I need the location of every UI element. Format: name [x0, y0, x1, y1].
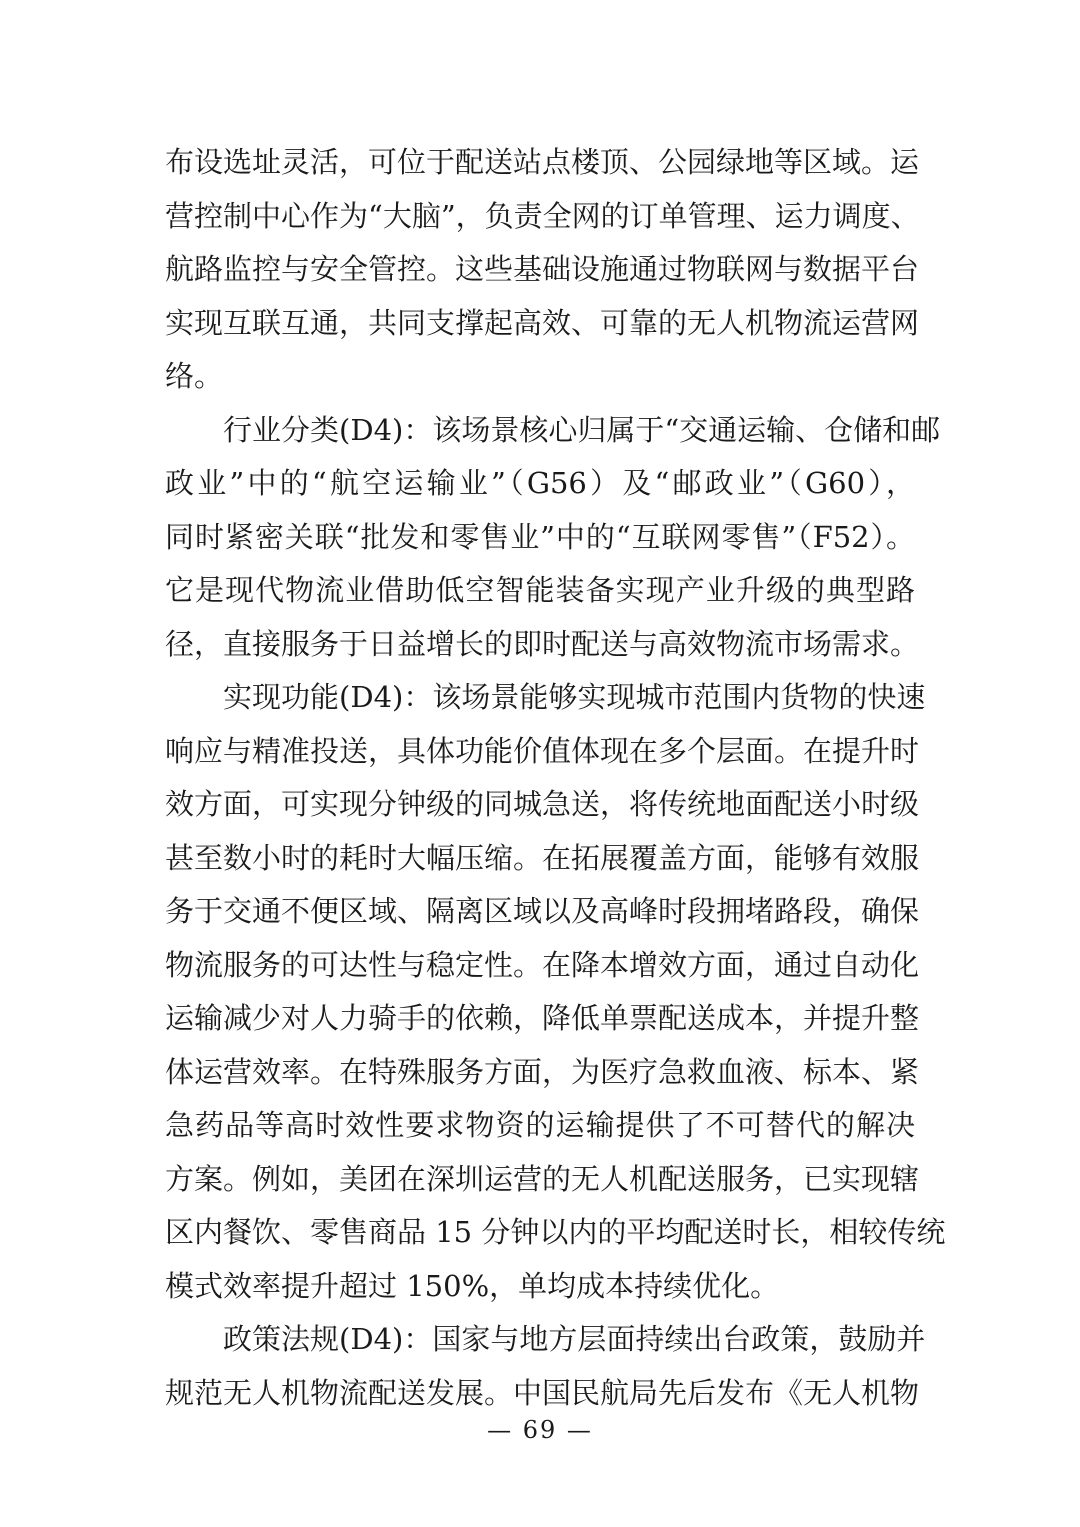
text-line: 行业分类(D4)：该场景核心归属于“交通运输、仓储和邮 [223, 412, 941, 447]
text-line: 务于交通不便区域、隔离区域以及高峰时段拥堵路段，确保 [165, 894, 920, 928]
text-line: 实现互联互通，共同支撑起高效、可靠的无人机物流运营网 [165, 305, 920, 340]
text-line: 体运营效率。在特殊服务方面，为医疗急救血液、标本、紧 [165, 1054, 920, 1089]
text-line: 效方面，可实现分钟级的同城急送，将传统地面配送小时级 [165, 787, 920, 821]
text-line: 它是现代物流业借助低空智能装备实现产业升级的典型路 [165, 573, 915, 607]
paragraph [165, 671, 946, 1313]
paragraph [165, 404, 941, 672]
body-text [165, 136, 946, 1420]
text-line: 径，直接服务于日益增长的即时配送与高效物流市场需求。 [165, 626, 920, 661]
text-line: 方案。例如，美团在深圳运营的无人机配送服务，已实现辖 [165, 1161, 920, 1196]
text-line: 物流服务的可达性与稳定性。在降本增效方面，通过自动化 [165, 947, 920, 982]
text-line: 政策法规(D4)：国家与地方层面持续出台政策，鼓励并 [223, 1322, 926, 1356]
paragraph [165, 136, 920, 404]
text-line: 同时紧密关联“批发和零售业”中的“互联网零售”（F52）。 [165, 519, 915, 554]
text-line: 急药品等高时效性要求物资的运输提供了不可替代的解决 [165, 1108, 915, 1142]
paragraph [165, 1313, 926, 1420]
text-line: 航路监控与安全管控。这些基础设施通过物联网与数据平台 [165, 252, 920, 286]
text-line: 甚至数小时的耗时大幅压缩。在拓展覆盖方面，能够有效服 [165, 840, 920, 875]
text-line: 区内餐饮、零售商品 15 分钟以内的平均配送时长，相较传统 [165, 1215, 946, 1249]
text-line: 模式效率提升超过 150%，单均成本持续优化。 [165, 1268, 780, 1303]
text-line: 运输减少对人力骑手的依赖，降低单票配送成本，并提升整 [165, 1001, 920, 1035]
text-line: 政业”中的“航空运输业”（G56）及“邮政业”（G60）， [165, 466, 915, 500]
text-line: 实现功能(D4)：该场景能够实现城市范围内货物的快速 [223, 680, 926, 714]
text-line: 响应与精准投送，具体功能价值体现在多个层面。在提升时 [165, 733, 920, 768]
text-line: 营控制中心作为“大脑”，负责全网的订单管理、运力调度、 [165, 198, 920, 233]
text-line: 络。 [165, 359, 224, 393]
text-line: 布设选址灵活，可位于配送站点楼顶、公园绿地等区域。运 [165, 145, 920, 179]
text-line: 规范无人机物流配送发展。中国民航局先后发布《无人机物 [165, 1375, 920, 1410]
page-number: — 69 — [487, 1416, 593, 1444]
